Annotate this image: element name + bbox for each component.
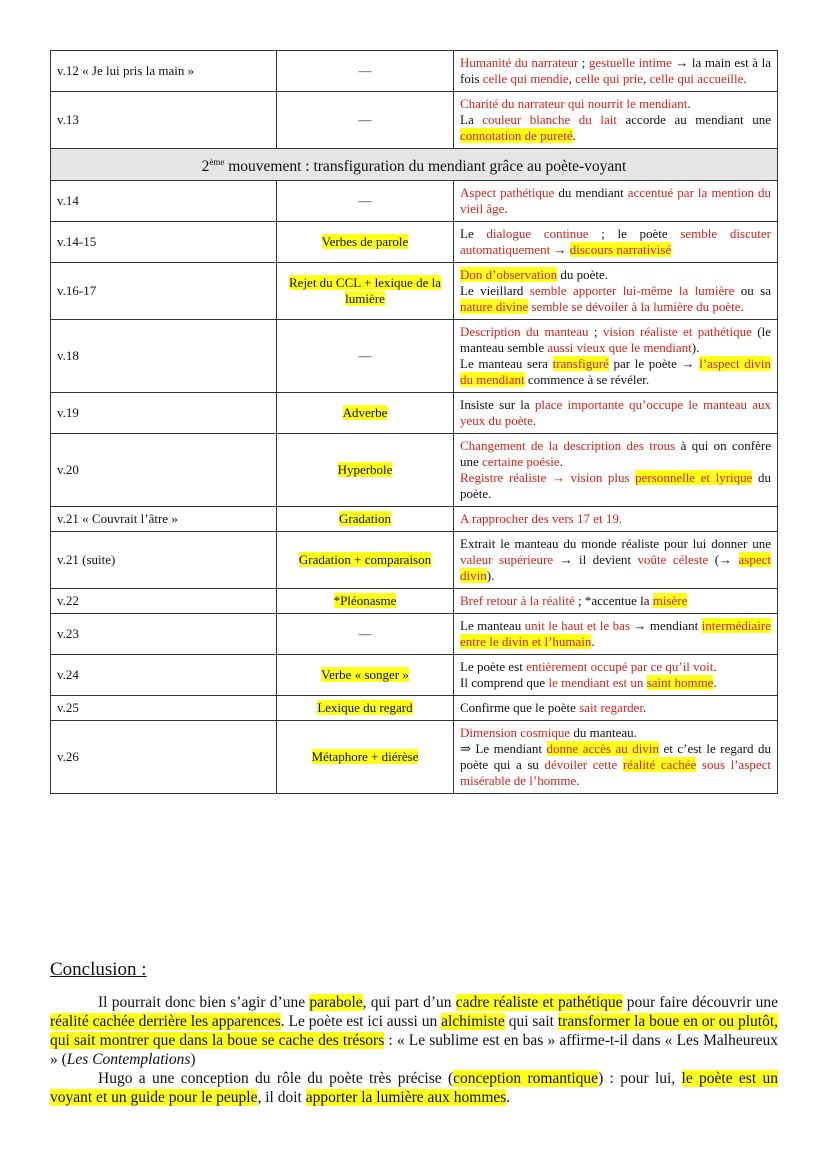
figure-label: Rejet du CCL + lexique de la lumière	[289, 275, 441, 307]
text-fragment: dialogue continue	[486, 226, 589, 242]
table-row	[51, 721, 778, 794]
text-fragment: l’aspect divin du mendiant	[460, 356, 771, 388]
section-heading-row	[51, 149, 778, 181]
verse-cell: v.16-17	[51, 263, 277, 320]
verse-cell: v.19	[51, 393, 277, 434]
analysis-table-body	[51, 51, 778, 794]
figure-cell	[277, 721, 454, 794]
text-fragment: du mendiant	[554, 185, 628, 201]
text-fragment: cadre réaliste et pathétique	[455, 994, 623, 1011]
text-fragment: → il devient	[553, 552, 638, 568]
text-fragment: Bref retour à la réalité	[460, 593, 575, 609]
figure-cell	[277, 614, 454, 655]
text-fragment: semble se dévoiler à la lumière du poète	[531, 299, 741, 315]
text-fragment: conception romantique	[453, 1070, 599, 1087]
text-fragment: Dimension cosmique	[460, 725, 571, 741]
figure-label: —	[358, 626, 372, 642]
text-fragment: Charité du narrateur qui nourrit le mendiant	[460, 96, 688, 111]
table-row	[51, 51, 778, 92]
text-fragment: apporter la lumière aux hommes	[305, 1089, 507, 1106]
text-fragment: .	[591, 634, 595, 650]
text-fragment: voûte céleste	[637, 552, 709, 568]
text-fragment: transfiguré	[552, 356, 609, 372]
text-fragment: Le manteau sera	[460, 356, 553, 372]
text-fragment: Changement de la description des trous	[460, 438, 676, 454]
text-fragment: valeur supérieure	[460, 552, 554, 568]
table-row	[51, 434, 778, 507]
text-fragment: ⇒ Le mendiant	[460, 741, 547, 757]
text-fragment: dévoiler cette	[544, 757, 618, 773]
section-heading	[51, 149, 778, 181]
text-fragment: par le poète →	[608, 356, 700, 372]
text-fragment: Description du manteau	[460, 324, 589, 340]
figure-cell	[277, 393, 454, 434]
text-fragment: gestuelle intime	[588, 55, 672, 70]
text-fragment: entièrement occupé par ce qu’il voit	[526, 659, 714, 675]
conclusion-paragraph-1	[50, 993, 778, 1069]
text-fragment: ; *accentue la	[574, 593, 653, 609]
verse-cell: v.22	[51, 589, 277, 614]
interpretation-cell	[454, 222, 778, 263]
interpretation-cell	[454, 51, 778, 92]
figure-label: Verbes de parole	[321, 234, 409, 250]
table-row	[51, 532, 778, 589]
text-fragment: vision réaliste et pathétique	[602, 324, 752, 340]
text-fragment: certaine poésie	[482, 454, 560, 470]
text-fragment: ;	[578, 55, 589, 70]
text-fragment: (→	[708, 552, 739, 568]
text-fragment: →	[550, 242, 570, 258]
conclusion-paragraph-2	[50, 1069, 778, 1107]
text-fragment: .	[643, 700, 647, 716]
text-fragment: Il comprend que	[460, 675, 549, 691]
text-fragment: semble apporter lui-même la lumière	[529, 283, 735, 299]
text-fragment: ,	[643, 71, 650, 86]
text-fragment: ).	[486, 568, 495, 584]
text-fragment: .	[740, 299, 744, 315]
text-fragment: commence à se révéler.	[524, 372, 650, 388]
verse-cell: v.25	[51, 696, 277, 721]
conclusion-title: Conclusion :	[50, 959, 147, 980]
interpretation-cell	[454, 655, 778, 696]
figure-cell	[277, 222, 454, 263]
text-fragment: saint homme	[646, 675, 714, 691]
text-fragment: .	[576, 773, 580, 789]
text-fragment: (le manteau semble	[460, 324, 771, 356]
text-fragment: ).	[691, 340, 700, 356]
text-fragment: .	[687, 96, 691, 111]
interpretation-cell	[454, 393, 778, 434]
figure-cell	[277, 320, 454, 393]
text-fragment	[617, 757, 623, 772]
verse-cell: v.12 « Je lui pris la main »	[51, 51, 277, 92]
conclusion-section	[50, 960, 778, 1107]
text-fragment: ,	[568, 71, 576, 86]
figure-cell	[277, 655, 454, 696]
text-fragment: Les Contemplations	[66, 1051, 191, 1068]
table-row	[51, 655, 778, 696]
text-fragment: ) : pour lui,	[598, 1070, 682, 1087]
text-fragment: Don d’observation	[460, 267, 558, 283]
text-fragment: .	[713, 675, 717, 691]
figure-label: —	[358, 63, 372, 78]
text-fragment: réalité cachée	[622, 757, 697, 773]
text-fragment: à qui on confère une	[460, 438, 772, 470]
text-fragment: La	[460, 112, 483, 127]
figure-label: Lexique du regard	[317, 700, 413, 716]
text-fragment: Le	[460, 226, 487, 242]
text-fragment: .	[506, 1089, 511, 1106]
table-row	[51, 92, 778, 149]
text-fragment: Confirme que le poète	[460, 700, 580, 716]
verse-cell: v.14-15	[51, 222, 277, 263]
text-fragment: parabole	[309, 994, 363, 1011]
text-fragment: : « Le sublime est en bas » affirme-t-il dans « Les Malheureux » (	[50, 1032, 779, 1068]
table-row	[51, 222, 778, 263]
text-fragment: sait regarder	[579, 700, 644, 716]
text-fragment: aussi vieux que le mendiant	[547, 340, 692, 356]
text-fragment: personnelle et lyrique	[635, 470, 753, 486]
figure-cell	[277, 263, 454, 320]
text-fragment: du poète.	[460, 470, 771, 502]
text-fragment: discours narrativisé	[569, 242, 672, 258]
verse-cell: v.13	[51, 92, 277, 149]
section-number: 2	[201, 158, 210, 176]
text-fragment: Hugo a une conception du rôle du poète très précise (	[98, 1070, 454, 1087]
text-fragment: Il pourrait donc bien s’agir d’une	[98, 994, 310, 1011]
text-fragment: , il doit	[257, 1089, 306, 1106]
figure-label: Verbe « songer »	[321, 667, 409, 683]
section-title: mouvement : transfiguration du mendiant grâce au poète-voyant	[224, 158, 627, 176]
text-fragment: )	[190, 1051, 196, 1068]
verse-cell: v.24	[51, 655, 277, 696]
figure-cell	[277, 92, 454, 149]
figure-cell	[277, 51, 454, 92]
text-fragment: A rapprocher des vers 17 et 19.	[460, 511, 623, 527]
interpretation-cell	[454, 181, 778, 222]
text-fragment: .	[713, 659, 717, 675]
text-fragment: qui sait	[504, 1013, 558, 1030]
table-row	[51, 507, 778, 532]
figure-label: Gradation	[339, 511, 391, 527]
text-fragment: Le poète est	[460, 659, 527, 675]
text-fragment: transformer la boue en or ou plutôt, qui sait montrer que dans la boue se cache des trésors	[50, 1013, 779, 1049]
text-fragment: semble discuter automatiquement	[460, 226, 771, 258]
verse-cell: v.26	[51, 721, 277, 794]
interpretation-cell	[454, 320, 778, 393]
text-fragment: pour faire découvrir une	[622, 994, 778, 1011]
text-fragment: aspect divin	[460, 552, 771, 584]
verse-cell: v.23	[51, 614, 277, 655]
text-fragment: Aspect pathétique	[460, 185, 555, 201]
text-fragment: Extrait le manteau du monde réaliste pour lui donner une	[460, 536, 771, 552]
interpretation-cell	[454, 696, 778, 721]
figure-cell	[277, 434, 454, 507]
figure-cell	[277, 181, 454, 222]
text-fragment: alchimiste	[441, 1013, 505, 1030]
text-fragment: .	[504, 201, 508, 217]
text-fragment: . Le poète est ici aussi un	[280, 1013, 442, 1030]
figure-cell	[277, 696, 454, 721]
text-fragment: réalité cachée derrière les apparences	[50, 1013, 281, 1030]
interpretation-cell	[454, 92, 778, 149]
figure-label: Hyperbole	[337, 462, 393, 478]
figure-label: —	[358, 112, 372, 127]
interpretation-cell	[454, 434, 778, 507]
text-fragment: du manteau.	[570, 725, 637, 741]
interpretation-cell	[454, 614, 778, 655]
text-fragment: intermédiaire entre le divin et l’humain	[460, 618, 771, 650]
text-fragment: Humanité du narrateur	[460, 55, 579, 70]
text-fragment: Le vieillard	[460, 283, 530, 299]
verse-cell: v.20	[51, 434, 277, 507]
figure-label: Gradation + comparaison	[298, 552, 432, 568]
text-fragment: → mendiant	[629, 618, 702, 634]
text-fragment: .	[572, 128, 576, 143]
verse-cell: v.21 « Couvrait l’âtre »	[51, 507, 277, 532]
text-fragment: .	[559, 454, 563, 470]
section-ordinal-suffix: ème	[209, 157, 225, 167]
text-fragment: accorde au mendiant une	[616, 112, 771, 127]
figure-cell	[277, 507, 454, 532]
figure-cell	[277, 589, 454, 614]
verse-cell: v.18	[51, 320, 277, 393]
text-fragment: couleur blanche du lait	[482, 112, 617, 127]
figure-label: *Pléonasme	[333, 593, 397, 609]
figure-label: Adverbe	[342, 405, 388, 421]
text-fragment: ;	[588, 324, 603, 340]
text-fragment: sous l’aspect misérable de l’homme	[460, 757, 772, 789]
text-fragment: accentué par la mention du vieil âge	[460, 185, 771, 217]
text-fragment: → la main est à la fois	[460, 55, 771, 86]
interpretation-cell	[454, 507, 778, 532]
text-fragment: unit le haut et le bas	[524, 618, 630, 634]
text-fragment: et c’est le regard du poète qui a su	[460, 741, 771, 773]
text-fragment: .	[743, 71, 747, 86]
analysis-table	[50, 50, 778, 794]
interpretation-cell	[454, 589, 778, 614]
text-fragment: ; le poète	[588, 226, 681, 242]
interpretation-cell	[454, 532, 778, 589]
verse-cell: v.14	[51, 181, 277, 222]
text-fragment: connotation de pureté	[460, 128, 573, 143]
table-row	[51, 320, 778, 393]
text-fragment: ou sa	[734, 283, 771, 299]
table-row	[51, 614, 778, 655]
text-fragment: place importante qu’occupe le manteau aux yeux du poète	[460, 397, 771, 429]
figure-cell	[277, 532, 454, 589]
text-fragment: celle qui mendie	[482, 71, 569, 86]
table-row	[51, 181, 778, 222]
verse-cell: v.21 (suite)	[51, 532, 277, 589]
figure-label: —	[358, 193, 372, 209]
text-fragment: le poète est un voyant et un guide pour le peuple	[50, 1070, 778, 1106]
interpretation-cell	[454, 721, 778, 794]
figure-label: —	[358, 348, 372, 364]
text-fragment: Insiste sur la	[460, 397, 535, 413]
text-fragment: nature divine	[460, 299, 529, 315]
interpretation-cell	[454, 263, 778, 320]
table-row	[51, 393, 778, 434]
text-fragment: .	[532, 413, 537, 429]
text-fragment: du poète.	[557, 267, 609, 283]
text-fragment: celle qui prie	[575, 71, 644, 86]
text-fragment: le mendiant est un	[548, 675, 647, 691]
text-fragment: Le manteau	[460, 618, 525, 634]
table-row	[51, 696, 778, 721]
text-fragment: donne accès au divin	[546, 741, 659, 757]
text-fragment: , qui part d’un	[362, 994, 456, 1011]
table-row	[51, 589, 778, 614]
text-fragment: Registre réaliste → vision plus	[460, 470, 636, 486]
text-fragment: celle qui accueille	[649, 71, 744, 86]
table-row	[51, 263, 778, 320]
text-fragment: misère	[652, 593, 688, 609]
figure-label: Métaphore + diérèse	[311, 749, 419, 765]
